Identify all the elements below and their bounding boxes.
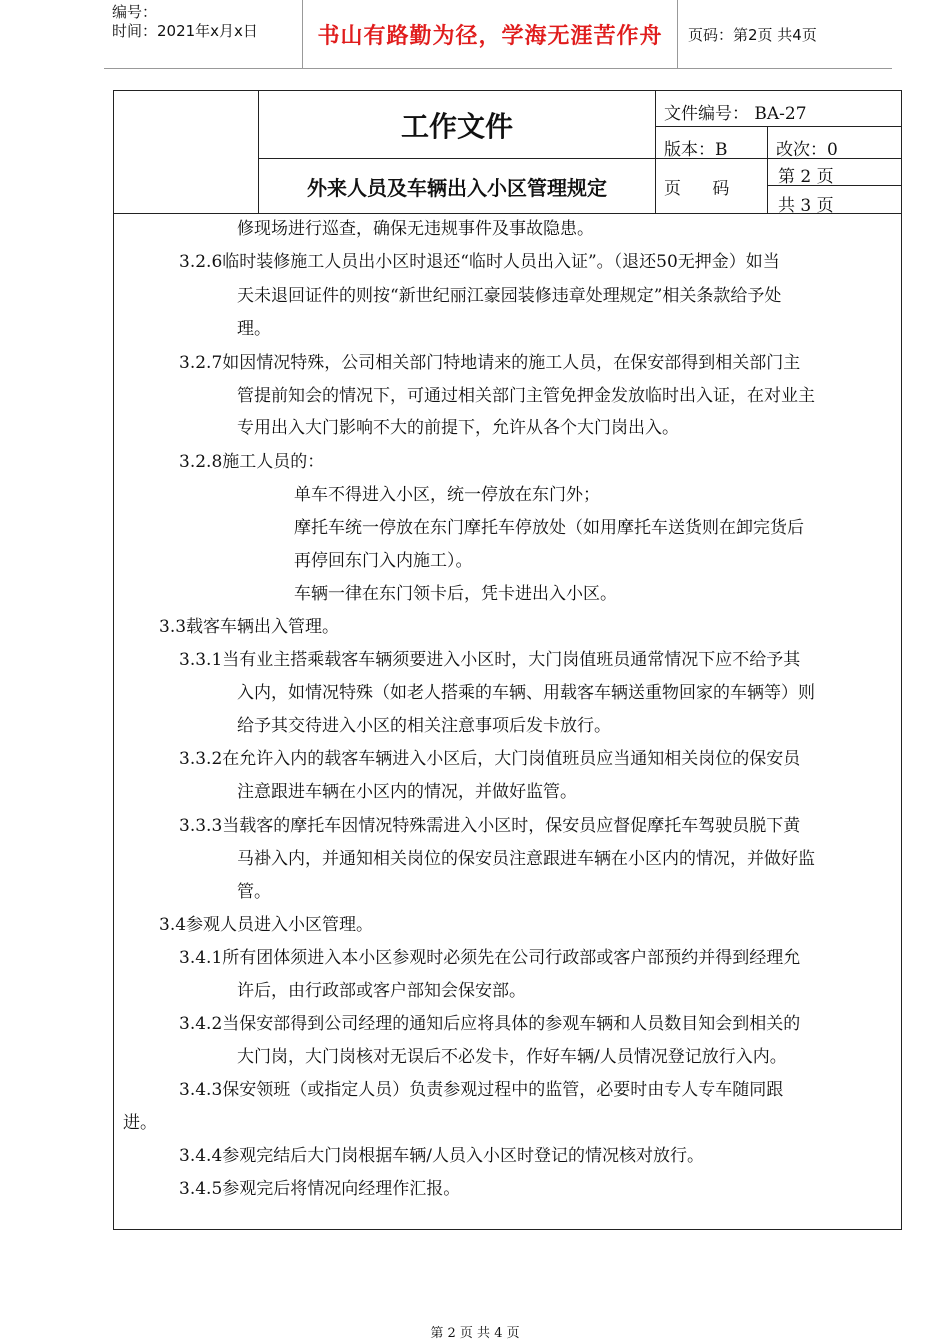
body-line: 3.4参观人员进入小区管理。 [159, 915, 374, 935]
body-line: 许后，由行政部或客户部知会保安部。 [237, 981, 526, 1001]
footer-page-number: 第 2 页 共 4 页 [430, 1326, 520, 1341]
page-header [104, 0, 892, 69]
document-version: 版本：B [656, 127, 768, 159]
body-line: 单车不得进入小区，统一停放在东门外； [294, 485, 600, 505]
body-line: 3.4.4参观完结后大门岗根据车辆/人员入小区时登记的情况核对放行。 [179, 1146, 704, 1166]
body-line: 3.2.8施工人员的： [179, 452, 325, 472]
body-line: 管提前知会的情况下，可通过相关部门主管免押金发放临时出入证，在对业主 [237, 386, 815, 406]
body-line: 3.3.3当载客的摩托车因情况特殊需进入小区时，保安员应督促摩托车驾驶员脱下黄 [179, 816, 801, 836]
body-line: 3.4.3保安领班（或指定人员）负责参观过程中的监管，必要时由专人专车随同跟 [179, 1080, 784, 1100]
body-line: 3.4.1所有团体须进入本小区参观时必须先在公司行政部或客户部预约并得到经理允 [179, 948, 801, 968]
page-current: 第 2 页 [768, 159, 901, 186]
header-page-info: 页码：第2页 共4页 [688, 25, 817, 44]
document-number: 文件编号： BA-27 [656, 91, 901, 127]
time-label: 时间：2021年x月x日 [112, 22, 258, 40]
page-label: 页 码 [656, 159, 768, 214]
body-line: 摩托车统一停放在东门摩托车停放处（如用摩托车送货则在卸完货后 [294, 518, 804, 538]
body-line: 专用出入大门影响不大的前提下，允许从各个大门岗出入。 [237, 418, 679, 438]
body-line: 管。 [237, 882, 271, 902]
body-line: 3.2.7如因情况特殊，公司相关部门特地请来的施工人员，在保安部得到相关部门主 [179, 353, 801, 373]
body-line: 再停回东门入内施工）。 [294, 551, 473, 571]
body-line: 车辆一律在东门领卡后，凭卡进出入小区。 [294, 584, 617, 604]
body-line: 大门岗，大门岗核对无误后不必发卡，作好车辆/人员情况登记放行入内。 [237, 1047, 787, 1067]
body-line: 注意跟进车辆在小区内的情况，并做好监管。 [237, 782, 577, 802]
body-line: 进。 [123, 1113, 157, 1133]
number-label: 编号： [112, 3, 158, 21]
body-line: 3.3载客车辆出入管理。 [159, 617, 340, 637]
body-line: 修现场进行巡查，确保无违规事件及事故隐患。 [237, 219, 594, 239]
document-subtitle: 外来人员及车辆出入小区管理规定 [259, 159, 656, 214]
document-revision: 改次：0 [768, 127, 901, 159]
header-meta [104, 0, 303, 68]
page-total: 共 3 页 [768, 186, 901, 214]
body-line: 3.3.2在允许入内的载客车辆进入小区后，大门岗值班员应当通知相关岗位的保安员 [179, 749, 801, 769]
body-line: 天未退回证件的则按“新世纪丽江豪园装修违章处理规定”相关条款给予处 [237, 286, 782, 306]
body-line: 3.4.5参观完后将情况向经理作汇报。 [179, 1179, 461, 1199]
motto: 书山有路勤为径，学海无涯苦作舟 [303, 0, 678, 68]
body-line: 马褂入内，并通知相关岗位的保安员注意跟进车辆在小区内的情况，并做好监 [237, 849, 815, 869]
body-line: 3.3.1当有业主搭乘载客车辆须要进入小区时，大门岗值班员通常情况下应不给予其 [179, 650, 801, 670]
body-line: 入内，如情况特殊（如老人搭乘的车辆、用载客车辆送重物回家的车辆等）则 [237, 683, 815, 703]
body-line: 3.4.2当保安部得到公司经理的通知后应将具体的参观车辆和人员数目知会到相关的 [179, 1014, 801, 1034]
document-title: 工作文件 [259, 91, 656, 159]
body-line: 理。 [237, 319, 271, 339]
logo-cell [114, 91, 259, 214]
body-line: 给予其交待进入小区的相关注意事项后发卡放行。 [237, 716, 611, 736]
body-line: 3.2.6临时装修施工人员出小区时退还“临时人员出入证”。（退还50无押金）如当 [179, 252, 780, 272]
